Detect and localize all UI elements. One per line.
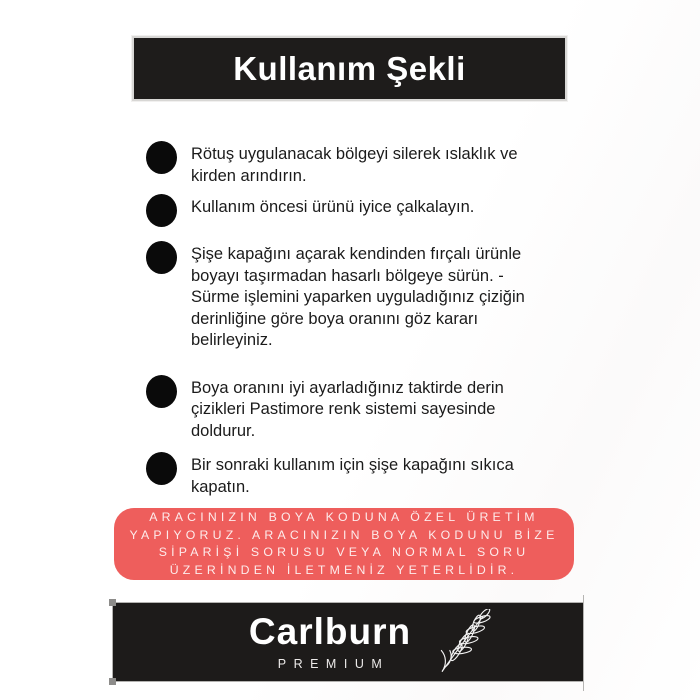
instruction-list (146, 144, 546, 498)
list-item (146, 144, 546, 187)
branch-sprig-icon (435, 609, 493, 675)
notice-line: YAPIYORUZ. ARACINIZIN BOYA KODUNU BİZE (129, 527, 559, 542)
notice-line: ÜZERİNDEN İLETMENİZ YETERLİDİR. (169, 562, 519, 577)
brand-name: Carlburn (248, 611, 412, 652)
page-title: Kullanım Şekli (233, 49, 466, 87)
list-item (146, 244, 546, 352)
bullet-dot-icon (146, 241, 177, 274)
instruction-text: Bir sonraki kullanım için şişe kapağını sıkıca kapatın. (191, 456, 514, 496)
bullet-dot-icon (146, 194, 177, 227)
selection-guide-line (583, 595, 584, 691)
list-item (146, 197, 546, 227)
instruction-text: Kullanım öncesi ürünü iyice çalkalayın. (191, 198, 475, 216)
brand-tagline: PREMIUM (277, 657, 390, 671)
instruction-text: Boya oranını iyi ayarladığınız taktirde derin çizikleri Pastimore renk sistemi sayesinde doldurur. (191, 378, 504, 440)
notice-box (114, 508, 574, 580)
footer-brand-bar (112, 602, 584, 682)
bullet-dot-icon (146, 141, 177, 174)
bullet-dot-icon (146, 375, 177, 408)
notice-line: ARACINIZIN BOYA KODUNA ÖZEL ÜRETİM (149, 510, 539, 524)
instruction-text: Rötuş uygulanacak bölgeyi silerek ıslaklık ve kirden arındırın. (191, 145, 518, 185)
selection-handle (109, 678, 116, 685)
instruction-text: Şişe kapağını açarak kendinden fırçalı ürünle boyayı taşırmadan hasarlı bölgeye sürün. - Sürme işlemini yaparken uyguladığınız çiziğin derinliğine göre boya oranını göz kararı belirleyiniz. (191, 245, 525, 349)
list-item (146, 455, 546, 498)
selection-handle (109, 599, 116, 606)
brand-block (249, 613, 411, 671)
list-item (146, 378, 546, 443)
notice-line: SİPARİŞİ SORUSU VEYA NORMAL SORU (158, 545, 530, 559)
header-bar (132, 36, 567, 101)
bullet-dot-icon (146, 452, 177, 485)
